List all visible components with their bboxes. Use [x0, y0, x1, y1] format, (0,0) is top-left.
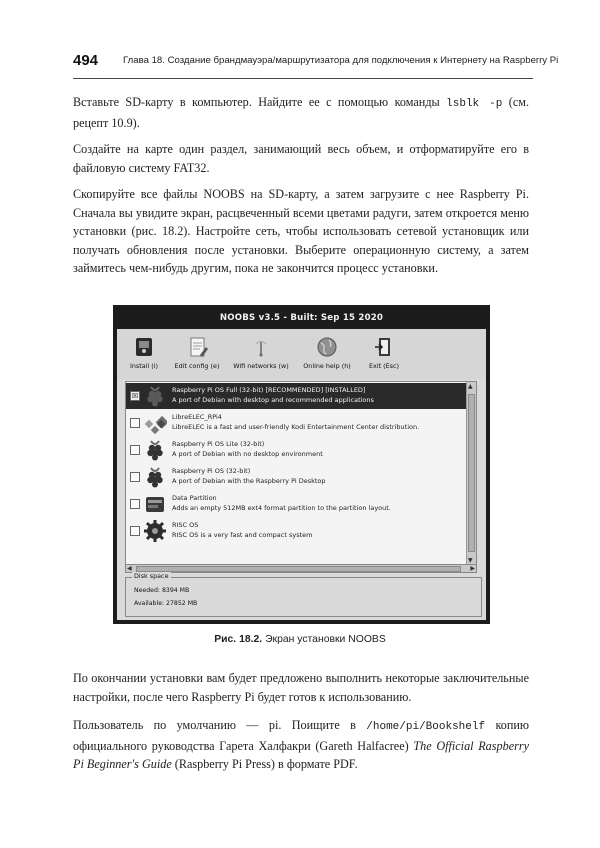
- disk-space-group: [125, 572, 482, 617]
- os-description: LibreELEC is a fast and user-friendly Kodi Entertainment Center distribution.: [172, 423, 420, 431]
- os-title: Raspberry Pi OS Lite (32-bit): [172, 440, 265, 448]
- edit-config-button[interactable]: [169, 332, 225, 378]
- exit-button[interactable]: [359, 332, 409, 378]
- vertical-scroll-thumb[interactable]: [468, 394, 475, 552]
- os-checkbox[interactable]: [130, 445, 140, 455]
- os-item-raspberry-pi-os-full[interactable]: [126, 383, 466, 409]
- os-title: Raspberry Pi OS Full (32-bit) [RECOMMENDED] [INSTALLED]: [172, 386, 366, 394]
- page-number: 494: [73, 52, 99, 69]
- os-item-libreelec[interactable]: [126, 410, 466, 436]
- noobs-window-title: NOOBS v3.5 - Built: Sep 15 2020: [219, 313, 384, 323]
- disk-available: Available: 27852 MB: [134, 600, 198, 607]
- online-help-label: Online help (h): [303, 362, 351, 370]
- running-title: Глава 18. Создание брандмауэра/маршрутизатора для подключения к Интернету на Raspberry Pi: [123, 55, 559, 66]
- os-description: A port of Debian with desktop and recommended applications: [172, 396, 374, 404]
- raspberry-icon: [143, 465, 167, 489]
- os-item-raspberry-pi-os-lite[interactable]: [126, 437, 466, 463]
- scroll-right-arrow-icon[interactable]: ▶: [470, 565, 475, 572]
- os-checkbox[interactable]: [130, 418, 140, 428]
- paragraph-5-text-2: копию официального руководства Гарета Халфакри (Gareth Halfacree): [73, 718, 529, 753]
- globe-icon: [315, 335, 339, 359]
- edit-config-label: Edit config (e): [174, 362, 220, 370]
- paragraph-2: Создайте на карте один раздел, занимающий весь объем, и отформатируйте его в файловую систему FAT32.: [73, 142, 529, 175]
- header-rule: [73, 78, 533, 79]
- libreelec-icon: [143, 411, 167, 435]
- paragraph-1-tail: (см. рецепт 10.9).: [73, 95, 529, 130]
- os-item-data-partition[interactable]: [126, 491, 466, 517]
- os-description: Adds an empty 512MB ext4 format partition to the partition layout.: [172, 504, 391, 512]
- os-item-raspberry-pi-os[interactable]: [126, 464, 466, 490]
- command-lsblk: lsblk -p: [446, 98, 503, 110]
- install-button[interactable]: [119, 332, 169, 378]
- paragraph-3: Скопируйте все файлы NOOBS на SD-карту, а затем загрузите с нее Raspberry Pi. Сначала вы увидите экран, расцвеченный всеми цветами радуги, затем откроется меню установки (рис. 18.2). Настройте сеть, чтобы использовать сетевой установщик или получать обновления после установки. Выберите операционную систему, а затем займитесь чем-нибудь другим, пока не закончится процесс установки.: [73, 187, 529, 275]
- os-checkbox[interactable]: [130, 499, 140, 509]
- os-list-horizontal-scrollbar[interactable]: [125, 564, 477, 573]
- horizontal-scroll-thumb[interactable]: [136, 566, 461, 572]
- paragraph-4: По окончании установки вам будет предложено выполнить некоторые заключительные настройки, после чего Raspberry Pi будет готов к использованию.: [73, 671, 529, 704]
- paragraph-5-tail: (Raspberry Pi Press) в формате PDF.: [171, 757, 358, 771]
- os-title: Raspberry Pi OS (32-bit): [172, 467, 251, 475]
- os-list-vertical-scrollbar[interactable]: [466, 382, 476, 565]
- wifi-icon: [249, 335, 273, 359]
- os-list[interactable]: [125, 381, 477, 566]
- install-icon: [132, 335, 156, 359]
- os-title: LibreELEC_RPi4: [172, 413, 222, 421]
- os-checkbox[interactable]: [130, 526, 140, 536]
- riscos-icon: [143, 519, 167, 543]
- disk-space-legend: Disk space: [134, 572, 169, 580]
- scroll-up-arrow-icon[interactable]: ▲: [468, 383, 473, 390]
- paragraph-5-text: Пользователь по умолчанию — pi. Поищите в: [73, 718, 367, 732]
- noobs-toolbar: [117, 329, 486, 379]
- exit-icon: [372, 335, 396, 359]
- book-title: The Official Raspberry Pi Beginner's Guide: [73, 738, 529, 771]
- os-checkbox[interactable]: [130, 472, 140, 482]
- disk-needed: Needed: 8394 MB: [134, 587, 190, 594]
- edit-config-icon: [185, 335, 209, 359]
- figure-caption-text: Экран установки NOOBS: [262, 634, 386, 645]
- noobs-window-body: [117, 329, 486, 620]
- scroll-left-arrow-icon[interactable]: ◀: [127, 565, 132, 572]
- wifi-networks-button[interactable]: [227, 332, 295, 378]
- raspberry-icon: [143, 438, 167, 462]
- os-item-risc-os[interactable]: [126, 518, 466, 544]
- online-help-button[interactable]: [297, 332, 357, 378]
- paragraph-5: [73, 716, 529, 774]
- raspberry-icon: [143, 384, 167, 408]
- os-description: RISC OS is a very fast and compact system: [172, 531, 313, 539]
- bookshelf-path: /home/pi/Bookshelf: [366, 721, 486, 733]
- partition-icon: [143, 492, 167, 516]
- page-header: [73, 52, 559, 74]
- wifi-networks-label: Wifi networks (w): [233, 362, 289, 370]
- os-checkbox[interactable]: ☒: [131, 392, 139, 400]
- figure-label: Рис. 18.2.: [214, 634, 263, 645]
- os-description: A port of Debian with the Raspberry Pi Desktop: [172, 477, 326, 485]
- install-label: Install (i): [129, 362, 159, 370]
- paragraph-1: [73, 93, 529, 132]
- figure-caption: [0, 634, 600, 645]
- os-title: RISC OS: [172, 521, 199, 529]
- exit-label: Exit (Esc): [369, 362, 399, 370]
- os-title: Data Partition: [172, 494, 217, 502]
- scroll-down-arrow-icon[interactable]: ▼: [468, 557, 473, 564]
- noobs-screenshot: [113, 305, 490, 624]
- os-description: A port of Debian with no desktop environment: [172, 450, 323, 458]
- paragraph-1-text: Вставьте SD-карту в компьютер. Найдите ее с помощью команды: [73, 95, 447, 109]
